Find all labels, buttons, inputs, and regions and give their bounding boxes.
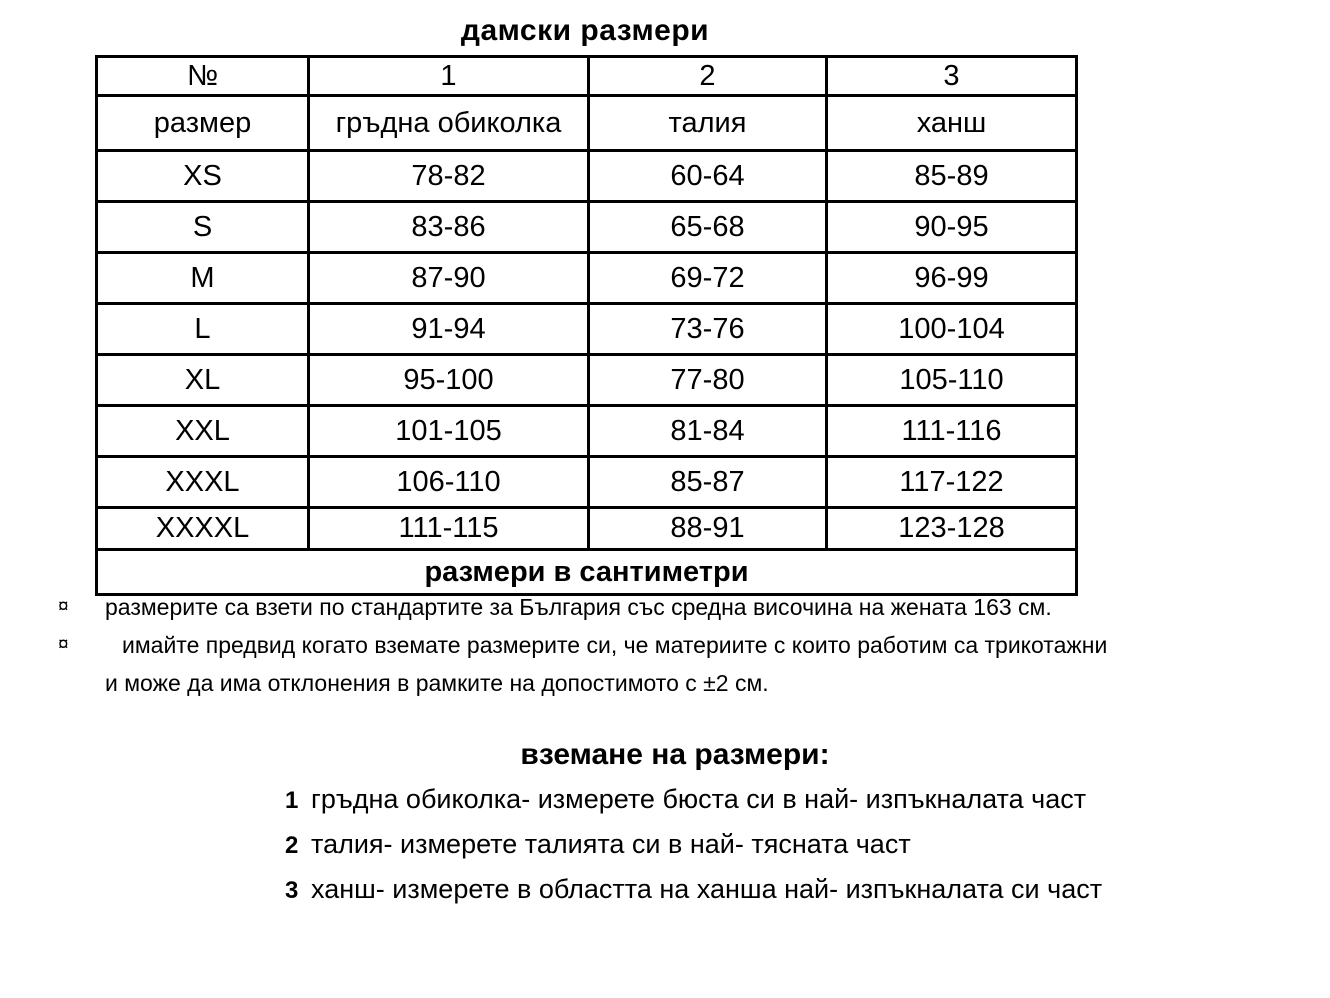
table-row: [97, 253, 1077, 304]
note-text: имайте предвид когато вземате размерите си, че материите с които работим са трикотажни: [122, 632, 1108, 658]
table-footer-label: размери в сантиметри: [97, 550, 1077, 595]
measure-item-number: 2: [285, 832, 299, 859]
measure-item: [285, 779, 1102, 824]
table-row: [97, 304, 1077, 355]
size-table: [95, 55, 1078, 596]
table-row: [97, 508, 1077, 550]
hips-cell: 100-104: [827, 304, 1077, 355]
header-label-cell: гръдна обиколка: [309, 96, 589, 151]
note-text-block: [105, 626, 1107, 702]
note-item: [58, 588, 1107, 626]
measure-item-text: гръдна обиколка- измерете бюста си в най- изпъкналата част: [311, 784, 1087, 814]
chest-cell: 83-86: [309, 202, 589, 253]
measuring-list: [285, 779, 1102, 914]
waist-cell: 85-87: [589, 457, 827, 508]
chest-cell: 106-110: [309, 457, 589, 508]
note-item: [58, 626, 1107, 702]
header-label-cell: размер: [97, 96, 309, 151]
header-number-cell: 3: [827, 57, 1077, 96]
table-row: [97, 406, 1077, 457]
hips-cell: 105-110: [827, 355, 1077, 406]
chest-cell: 101-105: [309, 406, 589, 457]
table-row: [97, 457, 1077, 508]
bullet-icon: ¤: [58, 634, 69, 655]
table-row: [97, 202, 1077, 253]
size-cell: XXXXL: [97, 508, 309, 550]
size-cell: XS: [97, 151, 309, 202]
note-text: размерите са взети по стандартите за България със средна височина на жената 163 см.: [105, 594, 1052, 620]
waist-cell: 60-64: [589, 151, 827, 202]
chest-cell: 78-82: [309, 151, 589, 202]
measure-item-text: талия- измерете талията си в най- тясната част: [311, 829, 911, 859]
measure-item-number: 3: [285, 877, 299, 904]
table-header-labels: [97, 96, 1077, 151]
hips-cell: 85-89: [827, 151, 1077, 202]
chest-cell: 111-115: [309, 508, 589, 550]
hips-cell: 117-122: [827, 457, 1077, 508]
header-number-cell: 2: [589, 57, 827, 96]
size-cell: XL: [97, 355, 309, 406]
waist-cell: 81-84: [589, 406, 827, 457]
hips-cell: 90-95: [827, 202, 1077, 253]
hips-cell: 96-99: [827, 253, 1077, 304]
size-cell: XXL: [97, 406, 309, 457]
chest-cell: 87-90: [309, 253, 589, 304]
chest-cell: 91-94: [309, 304, 589, 355]
note-text: и може да има отклонения в рамките на допостимото с ±2 см.: [105, 670, 769, 696]
hips-cell: 123-128: [827, 508, 1077, 550]
waist-cell: 77-80: [589, 355, 827, 406]
page-title: дамски размери: [460, 14, 710, 47]
size-cell: L: [97, 304, 309, 355]
measure-item-text: ханш- измерете в областта на ханша най- изпъкналата си част: [311, 874, 1103, 904]
size-cell: M: [97, 253, 309, 304]
table-row: [97, 151, 1077, 202]
measure-item: [285, 824, 1102, 869]
note-text-block: [105, 588, 1052, 626]
table-row: [97, 355, 1077, 406]
size-cell: XXXL: [97, 457, 309, 508]
waist-cell: 69-72: [589, 253, 827, 304]
waist-cell: 88-91: [589, 508, 827, 550]
notes-section: [58, 588, 1107, 702]
header-number-cell: 1: [309, 57, 589, 96]
table-header-numbers: [97, 57, 1077, 96]
waist-cell: 73-76: [589, 304, 827, 355]
measure-item: [285, 869, 1102, 914]
header-label-cell: талия: [589, 96, 827, 151]
bullet-icon: ¤: [58, 596, 69, 617]
size-cell: S: [97, 202, 309, 253]
measuring-heading: вземане на размери:: [520, 738, 830, 771]
header-number-cell: №: [97, 57, 309, 96]
measure-item-number: 1: [285, 787, 299, 814]
hips-cell: 111-116: [827, 406, 1077, 457]
header-label-cell: ханш: [827, 96, 1077, 151]
waist-cell: 65-68: [589, 202, 827, 253]
chest-cell: 95-100: [309, 355, 589, 406]
